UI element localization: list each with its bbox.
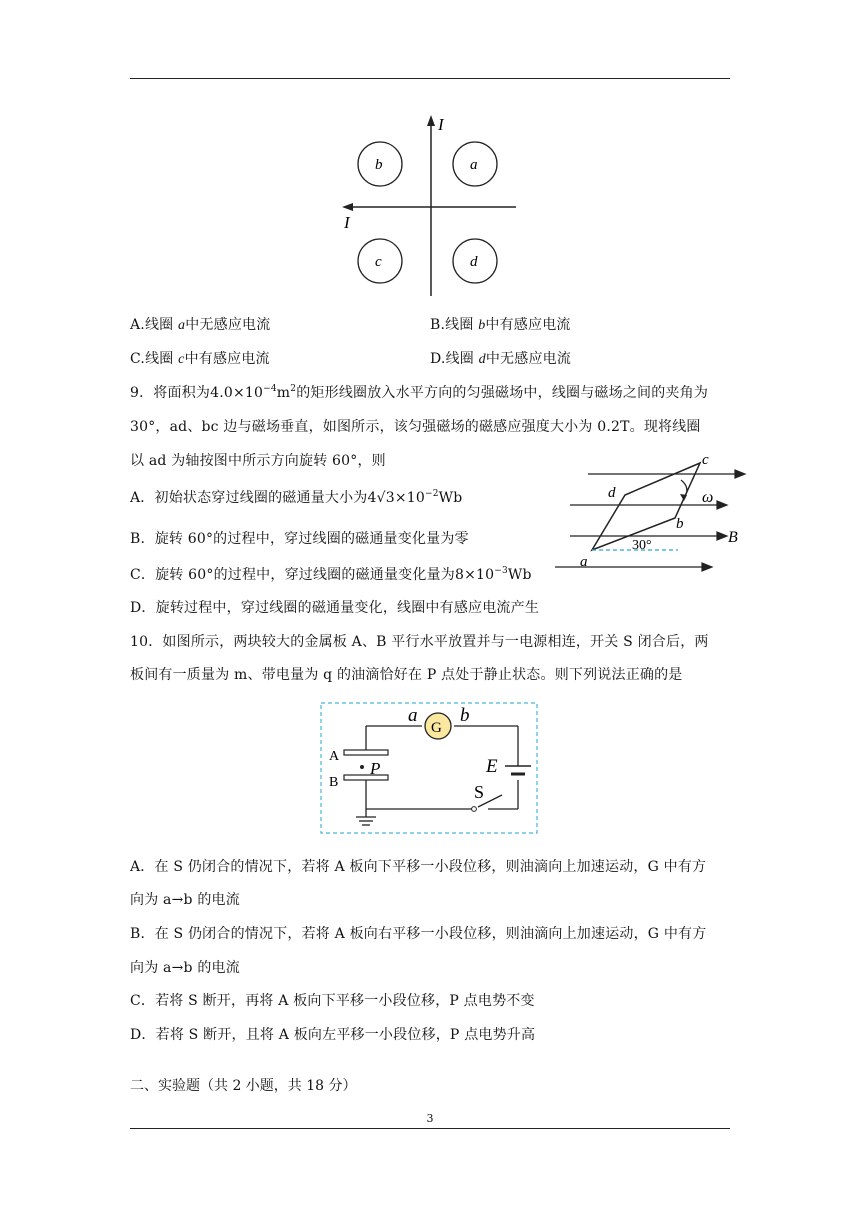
page-number: 3	[426, 1112, 434, 1125]
q10-option-a-line1: A．在 S 仍闭合的情况下，若将 A 板向下平移一小段位移，则油滴向上加速运动，G 中有方	[130, 859, 707, 875]
q10-option-b-line2: 向为 a→b 的电流	[130, 960, 240, 976]
q10-label-E: E	[486, 756, 498, 777]
q10-stem-line2: 板间有一质量为 m、带电量为 q 的油滴恰好在 P 点处于静止状态。则下列说法正确的是	[130, 667, 683, 683]
q9-label-a: a	[580, 554, 588, 570]
q10-label-P: P	[370, 759, 381, 778]
q8-option-c: C.线圈 c中有感应电流	[130, 351, 270, 367]
q8-axis-label-v: I	[438, 115, 444, 134]
section-heading: 二、实验题（共 2 小题，共 18 分）	[130, 1078, 357, 1094]
q10-label-A: A	[329, 749, 340, 764]
coil-b-label: b	[375, 157, 383, 173]
q10-figure	[320, 702, 540, 836]
q9-label-omega: ω	[702, 489, 714, 506]
header-rule	[130, 78, 730, 79]
q10-label-a: a	[408, 705, 418, 726]
q9-option-c: C．旋转 60°的过程中，穿过线圈的磁通量变化量为$8\times 10^{-3}Wb$	[130, 566, 532, 583]
q9-stem-line2: 30°，ad、bc 边与磁场垂直，如图所示，该匀强磁场的磁感应强度大小为 0.2T。现将线圈	[130, 419, 701, 435]
q10-label-S: S	[474, 782, 485, 802]
q9-label-b: b	[676, 516, 684, 532]
q10-option-c: C．若将 S 断开，再将 A 板向下平移一小段位移，P 点电势不变	[130, 993, 535, 1009]
q10-label-b: b	[460, 705, 470, 726]
q10-stem-line1: 10．如图所示，两块较大的金属板 A、B 平行水平放置并与一电源相连，开关 S 闭合后，两	[130, 634, 709, 650]
q10-option-b-line1: B．在 S 仍闭合的情况下，若将 A 板向右平移一小段位移，则油滴向上加速运动，G 中有方	[130, 926, 707, 942]
q9-option-b: B．旋转 60°的过程中，穿过线圈的磁通量变化量为零	[130, 531, 469, 547]
q10-option-d: D．若将 S 断开，且将 A 板向左平移一小段位移，P 点电势升高	[130, 1027, 536, 1043]
q10-label-G: G	[431, 720, 442, 736]
q8-axis-label-h: I	[344, 213, 350, 232]
q9-figure	[550, 450, 750, 580]
coil-d-label: d	[470, 254, 478, 270]
q9-label-c: c	[702, 452, 709, 468]
q10-label-B: B	[329, 775, 339, 790]
q9-option-d: D．旋转过程中，穿过线圈的磁通量变化，线圈中有感应电流产生	[130, 600, 540, 616]
q9-label-d: d	[608, 485, 616, 501]
footer-rule	[130, 1128, 730, 1129]
q9-stem-line1: 9．将面积为$4.0\times 10^{-4}m^2$的矩形线圈放入水平方向的匀强磁场中，线圈与磁场之间的夹角为	[130, 384, 709, 401]
q8-option-d: D.线圈 d中无感应电流	[430, 351, 572, 367]
q10-option-a-line2: 向为 a→b 的电流	[130, 892, 240, 908]
q8-figure	[330, 110, 530, 300]
q9-label-angle: 30°	[632, 538, 652, 553]
q8-option-a: A.线圈 a中无感应电流	[130, 317, 271, 333]
q9-label-B: B	[728, 529, 738, 546]
coil-a-label: a	[470, 157, 478, 173]
q9-stem-line3: 以 ad 为轴按图中所示方向旋转 60°，则	[130, 453, 386, 469]
q8-option-b: B.线圈 b中有感应电流	[430, 317, 571, 333]
q9-option-a: A．初始状态穿过线圈的磁通量大小为$4√3\times 10^{-2}Wb$	[130, 489, 463, 506]
coil-c-label: c	[375, 254, 382, 270]
